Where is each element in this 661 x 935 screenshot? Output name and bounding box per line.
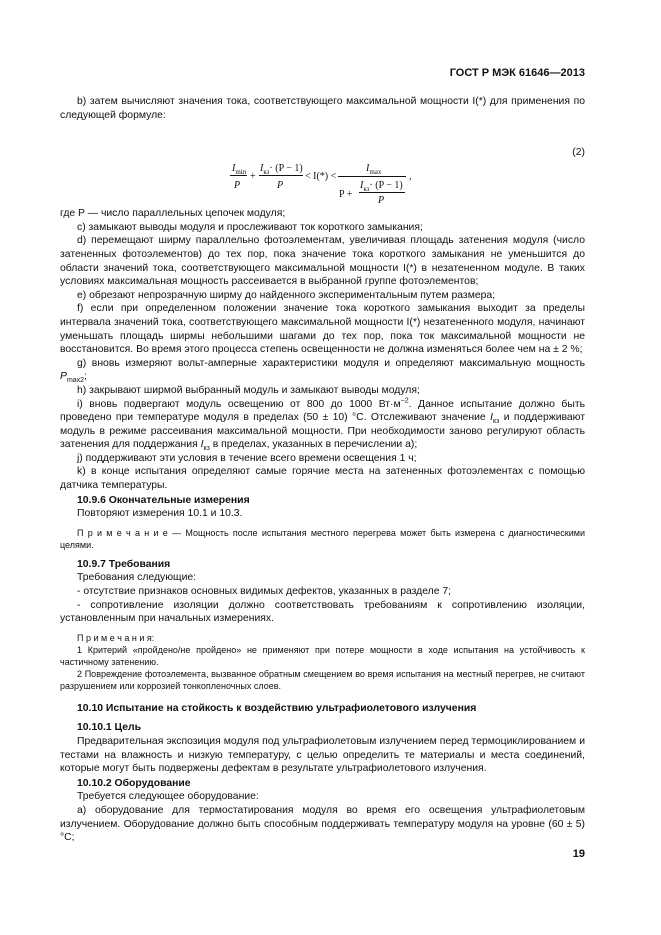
section-title-10-9-6: 10.9.6 Окончательные измерения (77, 494, 250, 506)
item-e: e) обрезают непрозрачную ширму до найденного экспериментальным путем размера; (77, 289, 496, 301)
note-item: 1 Критерий «пройдено/не пройдено» не применяют при потере мощности в ходе испытания на устойчивость к частичному затенению. (60, 644, 585, 667)
item-d: d) перемещают ширму параллельно фотоэлементам, увеличивая площадь затенения модуля (число затененных фотоэлементов) до тех пор, пока значение тока короткого замыкания не уменьшится до области значений тока, соответствующего максимальной мощности I(*) в незатененном модуле. В таких условиях максимальная мощность рассеивается в выбранной группе фотоэлементов; (60, 235, 585, 288)
requirement-item: - отсутствие признаков основных видимых дефектов, указанных в разделе 7; (77, 586, 452, 598)
formula-term: $I_{кз}\cdot (P - 1)$ (260, 163, 303, 177)
item-j: j) поддерживают эти условия в течение всего времени освещения 1 ч; (77, 452, 417, 464)
where-p: где P — число параллельных цепочек модуля; (60, 208, 286, 220)
section-title-10-10-2: 10.10.2 Оборудование (77, 777, 191, 789)
item-i: i) вновь подвергают модуль освещению от 800 до 1000 $Вт\cdot м^{-2}$. Данное испытание должно быть проведено при температуре модуля в пределах (50 ± 10) °С. Отслеживают значение $I_{кз}$ и поддерживают модуль в режиме рассеивания максимальной мощности. При необходимости заново регулируют область затенения для поддержания $I_{кз}$ в пределах, указанных в перечислении а); (60, 397, 585, 453)
notes-label: П р и м е ч а н и я: (77, 632, 155, 643)
formula-term: < I(*) < (305, 171, 337, 183)
formula-term: P (378, 195, 385, 207)
formula-term: $I_{кз}\cdot (P - 1)$ (360, 180, 403, 194)
equation-number: (2) (572, 147, 585, 159)
section-title-10-9-7: 10.9.7 Требования (77, 558, 171, 570)
formula-term: $I_{max}$ (366, 163, 382, 177)
item-g: g) вновь измеряют вольт-амперные характеристики модуля и определяют максимальную мощность $P_{max2}$; (60, 357, 585, 385)
page-content (60, 95, 585, 845)
section-title-10-10: 10.10 Испытание на стойкость к воздействию ультрафиолетового излучения (77, 702, 477, 714)
formula-2 (60, 122, 585, 207)
item-f: f) если при определенном положении значение тока короткого замыкания выходит за пределы интервала значений тока, соответствующего максимальной мощности I(*) незатененного модуля, начинают уменьшать площадь ширмы небольшими шагами до тех пор, пока ток максимальной мощности не восстановится. Во время этого процесса степень освещенности не должна изменяться более чем на ± 2 %; (60, 303, 585, 356)
page-number: 19 (572, 848, 585, 860)
item-c: c) замыкают выводы модуля и прослеживают ток короткого замыкания; (77, 221, 423, 233)
formula-term: , (409, 171, 412, 183)
formula-term: + (250, 171, 256, 183)
note: П р и м е ч а н и е — Мощность после испытания местного перегрева может быть измерена с диагностическими целями. (60, 527, 585, 550)
formula-term: P (277, 180, 284, 192)
section-text: Предварительная экспозиция модуля под ультрафиолетовым излучением перед термоциклированием и тестами на влажность и низкую температуру, с целью определить те материалы и места соединений, которые могут быть подвержены дефектам в результате ультрафиолетового излучения. (60, 736, 585, 775)
item-b: b) затем вычисляют значения тока, соответствующего максимальной мощности I(*) для применения по следующей формуле: (60, 96, 585, 121)
item-h: h) закрывают ширмой выбранный модуль и замыкают выводы модуля; (77, 384, 420, 396)
document-page (60, 0, 585, 935)
requirements-intro: Требования следующие: (77, 572, 197, 584)
item-k: k) в конце испытания определяют самые горячие места на затененных фотоэлементах с помощью датчика температуры. (60, 466, 585, 492)
formula-term: P (234, 180, 241, 192)
note-item: 2 Повреждение фотоэлемента, вызванное обратным смещением во время испытания на местный перегрев, не считают разрушением или коррозией тонкопленочных слоев. (60, 668, 585, 691)
doc-code-header: ГОСТ Р МЭК 61646—2013 (449, 67, 585, 79)
formula-term: $I_{min}$ (232, 163, 247, 177)
section-title-10-10-1: 10.10.1 Цель (77, 722, 142, 734)
formula-term: P + (339, 189, 353, 201)
equipment-intro: Требуется следующее оборудование: (77, 791, 259, 803)
requirement-item: - сопротивление изоляции должно соответствовать требованиям к сопротивлению изоляции, установленным при начальных измерениях. (60, 599, 585, 625)
section-text: Повторяют измерения 10.1 и 10.3. (77, 508, 243, 520)
equipment-item-a: а) оборудование для термостатирования модуля во время его освещения ультрафиолетовым излучением. Оборудование должно быть способным поддерживать температуру модуля на уровне (60 ± 5) °С; (60, 804, 585, 844)
